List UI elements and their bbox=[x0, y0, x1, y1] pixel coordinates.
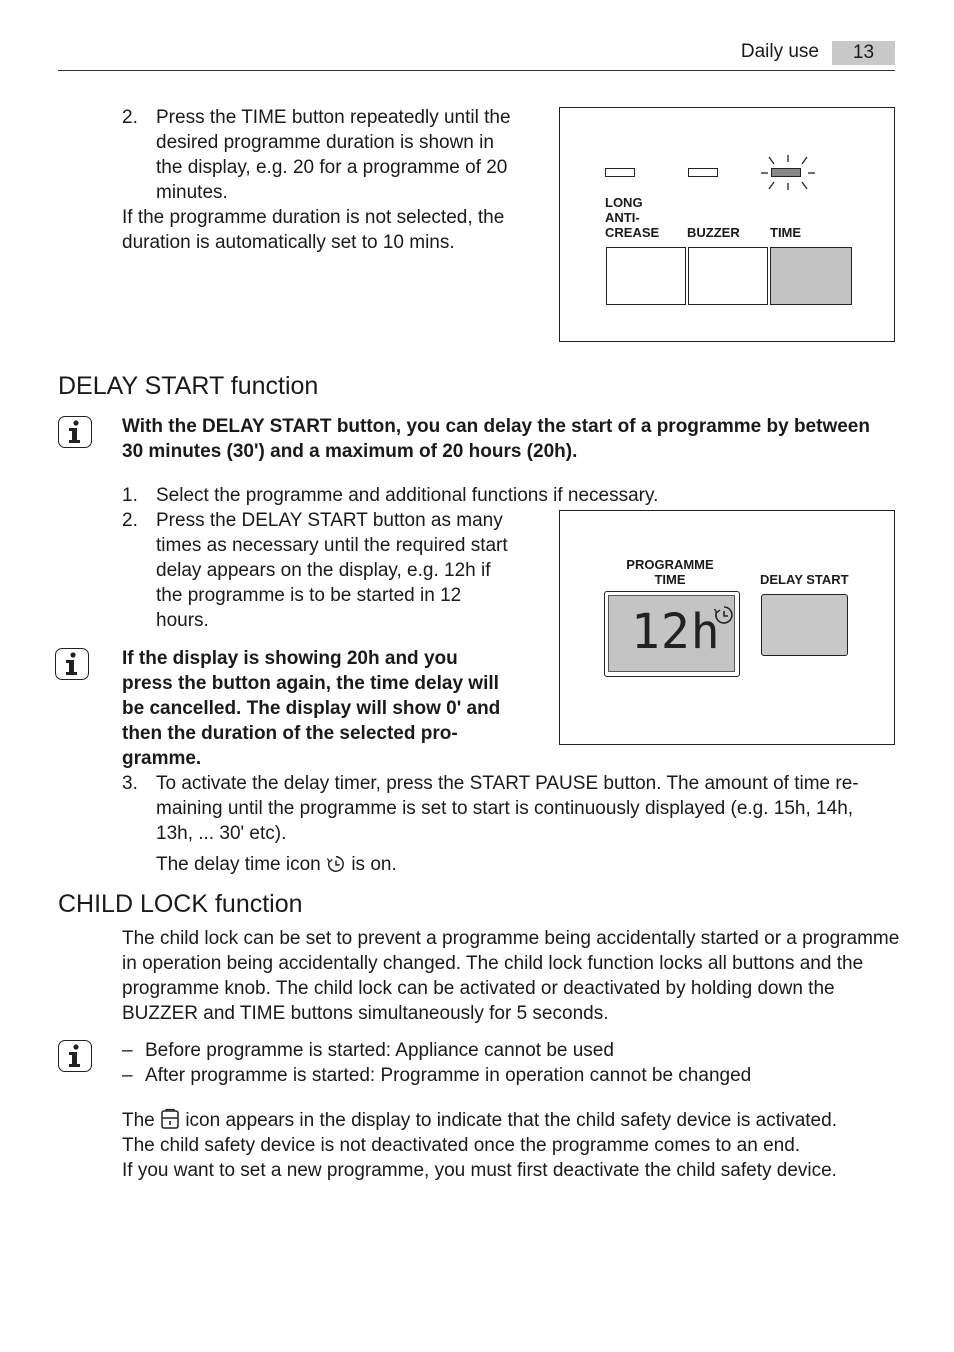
delay-start-button[interactable] bbox=[761, 594, 848, 656]
bullet-text: Before programme is started: Appliance cannot be used bbox=[145, 1040, 614, 1061]
label-line: TIME bbox=[654, 572, 686, 587]
delay-step2-line: hours. bbox=[156, 610, 209, 631]
control-panel-figure-1 bbox=[559, 107, 895, 342]
buzzer-label: BUZZER bbox=[687, 225, 740, 240]
delay-step3-line: maining until the programme is set to start is continuously displayed (e.g. 15h, 14h, bbox=[156, 798, 854, 819]
delay-info-text bbox=[122, 414, 870, 464]
delay-time-icon bbox=[713, 604, 735, 626]
lcd-display-value: 12h bbox=[631, 604, 721, 660]
time-step-line: Press the TIME button repeatedly until the bbox=[156, 107, 511, 128]
child-lock-bullets bbox=[122, 1038, 751, 1088]
time-step-text bbox=[156, 105, 511, 205]
delay-time-icon bbox=[326, 854, 346, 874]
delay-step3-number: 3. bbox=[122, 773, 138, 794]
label-line: ANTI- bbox=[605, 210, 640, 225]
delay-icon-line-post: is on. bbox=[351, 854, 397, 875]
child-lock-end-line: If you want to set a new programme, you must first deactivate the child safety device. bbox=[122, 1160, 837, 1181]
label-line: CREASE bbox=[605, 225, 660, 240]
bullet-dash: – bbox=[122, 1065, 133, 1086]
delay-start-label: DELAY START bbox=[760, 572, 849, 587]
delay-step2-line: the programme is to be started in 12 bbox=[156, 585, 462, 606]
delay-step2-line: delay appears on the display, e.g. 12h if bbox=[156, 560, 491, 581]
label-line: PROGRAMME bbox=[626, 557, 714, 572]
delay-step3-text bbox=[156, 771, 859, 846]
delay-warning-line: then the duration of the selected pro- bbox=[122, 723, 458, 744]
time-step-line: the display, e.g. 20 for a programme of 20 bbox=[156, 157, 508, 178]
time-step-line: minutes. bbox=[156, 182, 228, 203]
info-icon bbox=[55, 648, 89, 680]
list-item bbox=[122, 1063, 751, 1088]
control-panel-figure-2 bbox=[559, 510, 895, 745]
bullet-dash: – bbox=[122, 1040, 133, 1061]
delay-warning-line: press the button again, the time delay will bbox=[122, 673, 499, 694]
child-lock-end-line: The child safety device is not deactivated once the programme comes to an end. bbox=[122, 1135, 801, 1156]
child-lock-paragraph bbox=[122, 926, 899, 1026]
time-step-line: desired programme duration is shown in bbox=[156, 132, 494, 153]
lock-line-post: icon appears in the display to indicate that the child safety device is activated. bbox=[185, 1110, 837, 1131]
section-label: Daily use bbox=[740, 41, 819, 62]
blinking-rays-icon bbox=[760, 153, 816, 193]
time-button[interactable] bbox=[770, 247, 852, 305]
time-note bbox=[122, 205, 504, 255]
info-icon bbox=[58, 416, 92, 448]
child-lock-line: BUZZER and TIME buttons simultaneously for 5 seconds. bbox=[122, 1003, 609, 1024]
delay-start-heading: DELAY START function bbox=[58, 372, 319, 400]
lcd-display-frame bbox=[604, 591, 740, 677]
page-number: 13 bbox=[832, 41, 895, 65]
long-anticrease-button[interactable] bbox=[606, 247, 686, 305]
delay-warning-line: gramme. bbox=[122, 748, 202, 769]
child-lock-icon-line bbox=[122, 1108, 837, 1133]
delay-warning-line: If the display is showing 20h and you bbox=[122, 648, 458, 669]
delay-step3-line: To activate the delay timer, press the START PAUSE button. The amount of time re- bbox=[156, 773, 859, 794]
lcd-display bbox=[608, 595, 735, 672]
delay-step2-line: times as necessary until the required start bbox=[156, 535, 508, 556]
delay-step2-text bbox=[156, 508, 508, 633]
delay-warning-text bbox=[122, 646, 500, 771]
time-note-line: If the programme duration is not selected, the bbox=[122, 207, 505, 228]
delay-step2-line: Press the DELAY START button as many bbox=[156, 510, 503, 531]
delay-info-line: 30 minutes (30') and a maximum of 20 hours (20h). bbox=[122, 441, 578, 462]
time-label: TIME bbox=[770, 225, 802, 240]
info-icon bbox=[58, 1040, 92, 1072]
delay-info-line: With the DELAY START button, you can delay the start of a programme by between bbox=[122, 416, 870, 437]
delay-icon-line-pre: The delay time icon bbox=[156, 854, 321, 875]
delay-step3-line: 13h, ... 30' etc). bbox=[156, 823, 287, 844]
programme-time-label bbox=[610, 557, 730, 587]
time-note-line: duration is automatically set to 10 mins. bbox=[122, 232, 455, 253]
buzzer-led bbox=[688, 168, 718, 177]
header-rule bbox=[58, 70, 895, 71]
lock-line-pre: The bbox=[122, 1110, 155, 1131]
delay-step1-number: 1. bbox=[122, 485, 138, 506]
child-lock-icon bbox=[160, 1108, 180, 1130]
delay-icon-line bbox=[156, 852, 397, 877]
delay-step2-number: 2. bbox=[122, 510, 138, 531]
long-anticrease-led bbox=[605, 168, 635, 177]
child-lock-line: programme knob. The child lock can be activated or deactivated by holding down the bbox=[122, 978, 835, 999]
long-anticrease-label bbox=[605, 195, 659, 240]
child-lock-heading: CHILD LOCK function bbox=[58, 890, 303, 918]
time-step-number: 2. bbox=[122, 107, 138, 128]
child-lock-end bbox=[122, 1133, 837, 1183]
label-line: LONG bbox=[605, 195, 643, 210]
child-lock-line: The child lock can be set to prevent a programme being accidentally started or a programme bbox=[122, 928, 900, 949]
buzzer-button[interactable] bbox=[688, 247, 768, 305]
list-item bbox=[122, 1038, 751, 1063]
bullet-text: After programme is started: Programme in operation cannot be changed bbox=[145, 1065, 752, 1086]
delay-warning-line: be cancelled. The display will show 0' and bbox=[122, 698, 501, 719]
child-lock-line: in operation being accidentally changed. The child lock function locks all buttons and the bbox=[122, 953, 864, 974]
delay-step1-text: Select the programme and additional functions if necessary. bbox=[156, 485, 659, 506]
